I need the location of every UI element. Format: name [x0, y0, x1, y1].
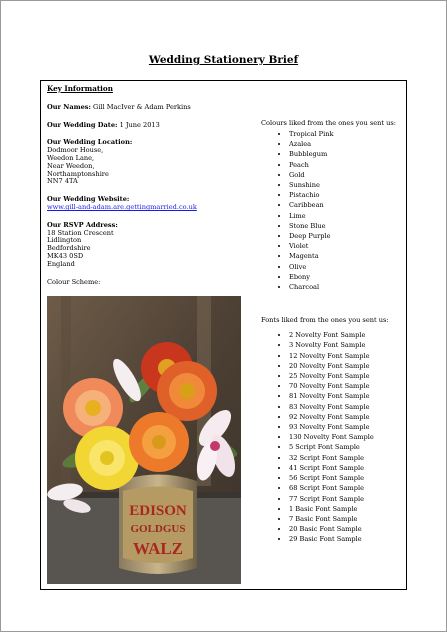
font-item: • 5 Script Font Sample — [289, 442, 401, 452]
colour-scheme-photo — [47, 296, 241, 584]
location-line: Dodmoor House, — [47, 146, 104, 155]
colour-item: • Ebony — [289, 272, 401, 282]
tin-label-top: EDISON — [129, 503, 187, 519]
website-block — [47, 196, 247, 212]
location-line: Northamptonshire — [47, 169, 109, 178]
font-item: • 20 Basic Font Sample — [289, 524, 401, 534]
colour-item: • Gold — [289, 170, 401, 180]
rsvp-line: Bedfordshire — [47, 244, 91, 253]
font-item: • 81 Novelty Font Sample — [289, 391, 401, 401]
location-label: Our Wedding Location: — [47, 138, 133, 147]
fonts-list — [261, 330, 401, 544]
rsvp-line: England — [47, 259, 75, 268]
font-item: • 20 Novelty Font Sample — [289, 361, 401, 371]
colour-item: • Pistachio — [289, 190, 401, 200]
font-item: • 130 Novelty Font Sample — [289, 432, 401, 442]
font-item: • 68 Script Font Sample — [289, 483, 401, 493]
font-item: • 1 Basic Font Sample — [289, 504, 401, 514]
location-line: Weedon Lane, — [47, 153, 95, 162]
rsvp-line: MK43 0SD — [47, 251, 84, 260]
rsvp-block — [47, 222, 247, 269]
font-item: • 25 Novelty Font Sample — [289, 371, 401, 381]
colour-item: • Olive — [289, 262, 401, 272]
font-item: • 3 Novelty Font Sample — [289, 340, 401, 350]
colour-item: • Caribbean — [289, 200, 401, 210]
website-label: Our Wedding Website: — [47, 195, 130, 204]
tin-label-mid: GOLDGUS — [130, 523, 186, 535]
colour-item: • Lime — [289, 211, 401, 221]
colour-item: • Peach — [289, 160, 401, 170]
rsvp-line: 18 Station Crescent — [47, 228, 114, 237]
website-link[interactable]: www.gill-and-adam.are.gettingmarried.co.uk — [47, 202, 197, 211]
colour-item: • Azalea — [289, 139, 401, 149]
font-item: • 41 Script Font Sample — [289, 463, 401, 473]
colour-scheme-label: Colour Scheme: — [47, 277, 101, 286]
date-label: Our Wedding Date: — [47, 120, 118, 129]
font-item: • 56 Script Font Sample — [289, 473, 401, 483]
colour-item: • Deep Purple — [289, 231, 401, 241]
names-label: Our Names: — [47, 102, 91, 111]
tin-label-bottom: WALZ — [132, 539, 184, 558]
colour-item: • Stone Blue — [289, 221, 401, 231]
rsvp-label: Our RSVP Address: — [47, 220, 118, 229]
colour-item: • Magenta — [289, 251, 401, 261]
colour-item: • Sunshine — [289, 180, 401, 190]
location-block — [47, 139, 247, 186]
key-information-column — [47, 85, 247, 286]
location-line: NN7 4TA — [47, 177, 78, 186]
names-value: Gill MacIver & Adam Perkins — [93, 102, 191, 111]
key-information-heading: Key Information — [47, 84, 113, 93]
font-item: • 32 Script Font Sample — [289, 453, 401, 463]
font-item: • 12 Novelty Font Sample — [289, 351, 401, 361]
date-block — [47, 122, 247, 130]
flowers-in-tin-image — [47, 296, 241, 584]
font-item: • 7 Basic Font Sample — [289, 514, 401, 524]
document-title: Wedding Stationery Brief — [148, 54, 299, 66]
rsvp-line: Lidlington — [47, 236, 82, 245]
colour-item: • Violet — [289, 241, 401, 251]
font-item: • 93 Novelty Font Sample — [289, 422, 401, 432]
names-block — [47, 104, 247, 112]
preferences-column — [261, 119, 401, 545]
font-item: • 77 Script Font Sample — [289, 494, 401, 504]
colour-item: • Bubblegum — [289, 149, 401, 159]
brief-table — [40, 80, 407, 590]
location-line: Near Weedon, — [47, 161, 95, 170]
colour-item: • Tropical Pink — [289, 129, 401, 139]
font-item: • 2 Novelty Font Sample — [289, 330, 401, 340]
colour-item: • Charcoal — [289, 282, 401, 292]
colours-list — [261, 129, 401, 292]
fonts-intro: Fonts liked from the ones you sent us: — [261, 316, 389, 325]
font-item: • 92 Novelty Font Sample — [289, 412, 401, 422]
font-item: • 83 Novelty Font Sample — [289, 402, 401, 412]
date-value: 1 June 2013 — [119, 120, 160, 129]
colours-intro: Colours liked from the ones you sent us: — [261, 119, 396, 127]
font-item: • 70 Novelty Font Sample — [289, 381, 401, 391]
font-item: • 29 Basic Font Sample — [289, 534, 401, 544]
